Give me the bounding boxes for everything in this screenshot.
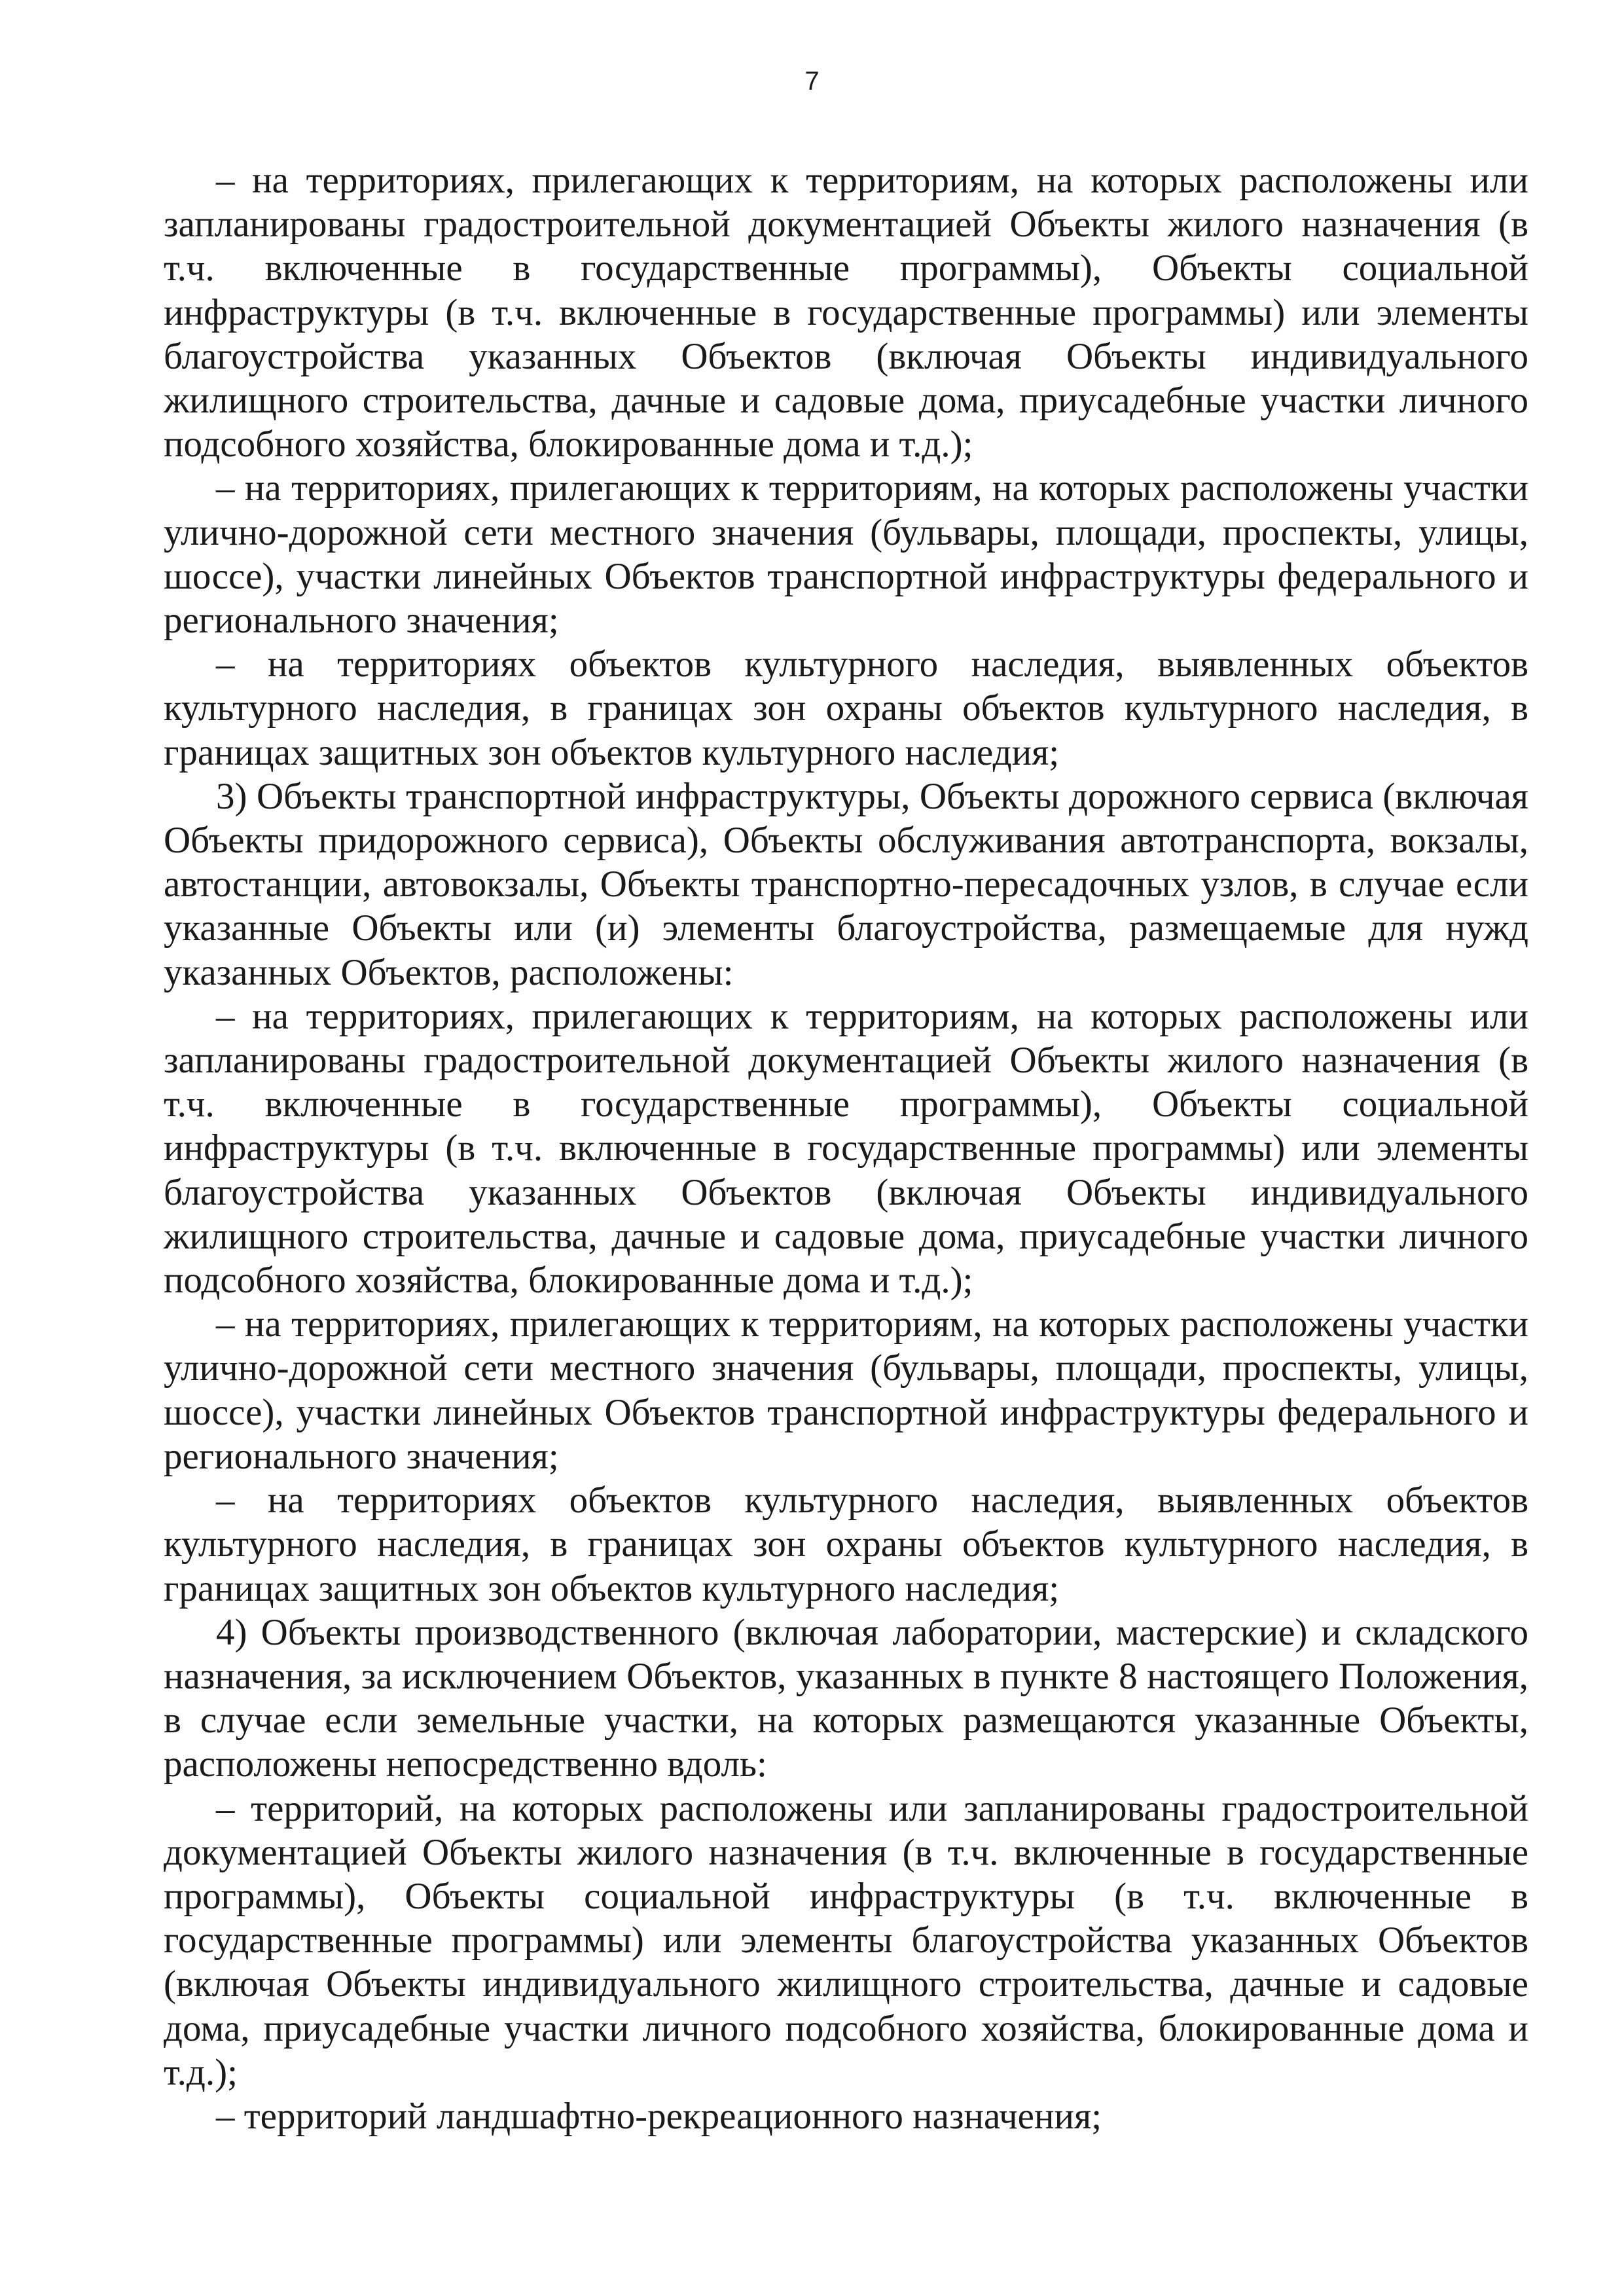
paragraph-road-network-1: – на территориях, прилегающих к территориям, на которых расположены участки улично-дорожной сети местного значения (бульвары, площади, проспекты, улицы, шоссе), участки линейных Объектов транспортной инфраструктуры федерального и регионального значения; xyxy=(164,467,1528,642)
paragraph-residential-areas-2: – на территориях, прилегающих к территориям, на которых расположены или запланированы градостроительной документацией Объекты жилого назначения (в т.ч. включенные в государственные программы), Объекты социальной инфраструктуры (в т.ч. включенные в государственные программы) или элементы благоустройства указанных Объектов (включая Объекты индивидуального жилищного строительства, дачные и садовые дома, приусадебные участки личного подсобного хозяйства, блокированные дома и т.д.); xyxy=(164,995,1528,1302)
paragraph-territories-recreational: – территорий ландшафтно-рекреационного назначения; xyxy=(216,2095,1102,2137)
paragraph-road-network-2: – на территориях, прилегающих к территориям, на которых расположены участки улично-дорожной сети местного значения (бульвары, площади, проспекты, улицы, шоссе), участки линейных Объектов транспортной инфраструктуры федерального и регионального значения; xyxy=(164,1303,1528,1477)
paragraph-territories-residential: – территорий, на которых расположены или запланированы градостроительной документацией Объекты жилого назначения (в т.ч. включенные в государственные программы), Объекты социальной инфраструктуры (в т.ч. включенные в государственные программы) или элементы благоустройства указанных Объектов (включая Объекты индивидуального жилищного строительства, дачные и садовые дома, приусадебные участки личного подсобного хозяйства, блокированные дома и т.д.); xyxy=(164,1787,1528,2093)
page-number: 7 xyxy=(804,67,820,96)
paragraph-item-4-production: 4) Объекты производственного (включая лаборатории, мастерские) и складского назначения, за исключением Объектов, указанных в пункте 8 настоящего Положения, в случае если земельные участки, на которых размещаются указанные Объекты, расположены непосредственно вдоль: xyxy=(164,1611,1528,1785)
document-body xyxy=(164,158,1528,2138)
paragraph-residential-areas-1: – на территориях, прилегающих к территориям, на которых расположены или запланированы градостроительной документацией Объекты жилого назначения (в т.ч. включенные в государственные программы), Объекты социальной инфраструктуры (в т.ч. включенные в государственные программы) или элементы благоустройства указанных Объектов (включая Объекты индивидуального жилищного строительства, дачные и садовые дома, приусадебные участки личного подсобного хозяйства, блокированные дома и т.д.); xyxy=(164,160,1528,465)
paragraph-cultural-heritage-1: – на территориях объектов культурного наследия, выявленных объектов культурного наследия, в границах зон охраны объектов культурного наследия, в границах защитных зон объектов культурного наследия; xyxy=(164,644,1528,773)
paragraph-item-3-transport: 3) Объекты транспортной инфраструктуры, Объекты дорожного сервиса (включая Объекты придорожного сервиса), Объекты обслуживания автотранспорта, вокзалы, автостанции, автовокзалы, Объекты транспортно-пересадочных узлов, в случае если указанные Объекты или (и) элементы благоустройства, размещаемые для нужд указанных Объектов, расположены: xyxy=(164,775,1528,993)
paragraph-cultural-heritage-2: – на территориях объектов культурного наследия, выявленных объектов культурного наследия, в границах зон охраны объектов культурного наследия, в границах защитных зон объектов культурного наследия; xyxy=(164,1480,1528,1609)
